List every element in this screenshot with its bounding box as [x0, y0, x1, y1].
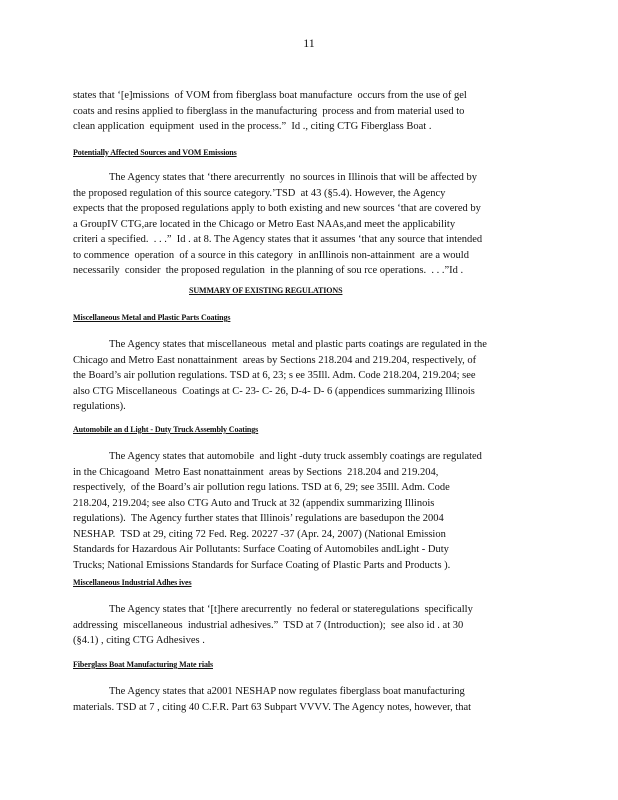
text-line: materials. TSD at 7 , citing 40 C.F.R. Part 63 Subpart VVVV. The Agency notes, however, that	[73, 701, 472, 713]
paragraph-misc-metal-plastic	[73, 337, 541, 415]
heading-misc-industrial-adhesives: Miscellaneous Industrial Adhes ives	[73, 578, 192, 587]
text-line: The Agency states that ‘[t]here arecurrently no federal or stateregulations specifically	[109, 604, 473, 615]
text-line: The Agency states that automobile and light -duty truck assembly coatings are regulated	[109, 451, 482, 462]
text-line: (§4.1) , citing CTG Adhesives .	[73, 635, 205, 646]
text-line: criteri a specified. . . .” Id . at 8. The Agency states that it assumes ‘that any source that intended	[73, 234, 483, 245]
paragraph-automobile-truck	[73, 449, 541, 573]
text-line: The Agency states that ‘there arecurrently no sources in Illinois that will be affected by	[109, 172, 478, 183]
text-line: clean application equipment used in the process.” Id ., citing CTG Fiberglass Boat .	[73, 121, 432, 132]
paragraph-potentially-affected	[73, 170, 541, 279]
heading-potentially-affected-sources: Potentially Affected Sources and VOM Emissions	[73, 148, 237, 157]
text-line: regulations).	[73, 401, 126, 412]
text-line: also CTG Miscellaneous Coatings at C- 23- C- 26, D-4- D- 6 (appendices summarizing Illinois	[73, 385, 475, 397]
text-line: Trucks; National Emissions Standards for Surface Coating of Plastic Parts and Products ).	[73, 559, 451, 571]
paragraph-intro	[73, 88, 541, 135]
heading-summary-existing-regulations: SUMMARY OF EXISTING REGULATIONS	[189, 286, 343, 295]
text-line: 218.204, 219.204; see also CTG Auto and Truck at 32 (appendix summarizing Illinois	[73, 497, 435, 509]
paragraph-misc-adhesives	[73, 602, 541, 649]
text-line: NESHAP. TSD at 29, citing 72 Fed. Reg. 20227 -37 (Apr. 24, 2007) (National Emission	[73, 528, 446, 540]
text-line: addressing miscellaneous industrial adhesives.” TSD at 7 (Introduction); see also id . at 30	[73, 619, 464, 631]
text-line: necessarily consider the proposed regulation in the planning of sou rce operations. . . .”Id .	[73, 265, 464, 276]
text-line: the Board’s air pollution regulations. TSD at 6, 23; s ee 35Ill. Adm. Code 218.204, 219.204; see	[73, 370, 476, 381]
heading-misc-metal-plastic: Miscellaneous Metal and Plastic Parts Coatings	[73, 313, 231, 322]
text-line: Standards for Hazardous Air Pollutants: Surface Coating of Automobiles andLight - Duty	[73, 544, 449, 555]
text-line: to commence operation of a source in this category in anIllinois non-attainment are a would	[73, 249, 469, 261]
text-line: Chicago and Metro East nonattainment areas by Sections 218.204 and 219.204, respectively, of	[73, 354, 477, 366]
text-line: a GroupIV CTG,are located in the Chicago or Metro East NAAs,and meet the applicability	[73, 218, 456, 230]
text-line: The Agency states that a2001 NESHAP now regulates fiberglass boat manufacturing	[109, 686, 465, 697]
text-line: the proposed regulation of this source category.’TSD at 43 (§5.4). However, the Agency	[73, 187, 446, 199]
heading-automobile-truck-coatings: Automobile an d Light - Duty Truck Assembly Coatings	[73, 425, 259, 434]
text-line: states that ‘[e]missions of VOM from fiberglass boat manufacture occurs from the use of gel	[73, 90, 467, 101]
paragraph-fiberglass-boat	[73, 684, 541, 715]
text-line: coats and resins applied to fiberglass in the manufacturing process and from material used to	[73, 105, 465, 117]
text-line: expects that the proposed regulations apply to both existing and new sources ‘that are covered by	[73, 203, 481, 214]
text-line: respectively, of the Board’s air pollution regu lations. TSD at 6, 29; see 35Ill. Adm. Code	[73, 482, 450, 493]
text-line: in the Chicagoand Metro East nonattainment areas by Sections 218.204 and 219.204,	[73, 466, 439, 478]
page-number: 11	[303, 36, 315, 50]
heading-fiberglass-boat-materials: Fiberglass Boat Manufacturing Mate rials	[73, 660, 213, 669]
text-line: The Agency states that miscellaneous metal and plastic parts coatings are regulated in the	[109, 339, 487, 350]
text-line: regulations). The Agency further states that Illinois’ regulations are basedupon the 2004	[73, 513, 444, 524]
